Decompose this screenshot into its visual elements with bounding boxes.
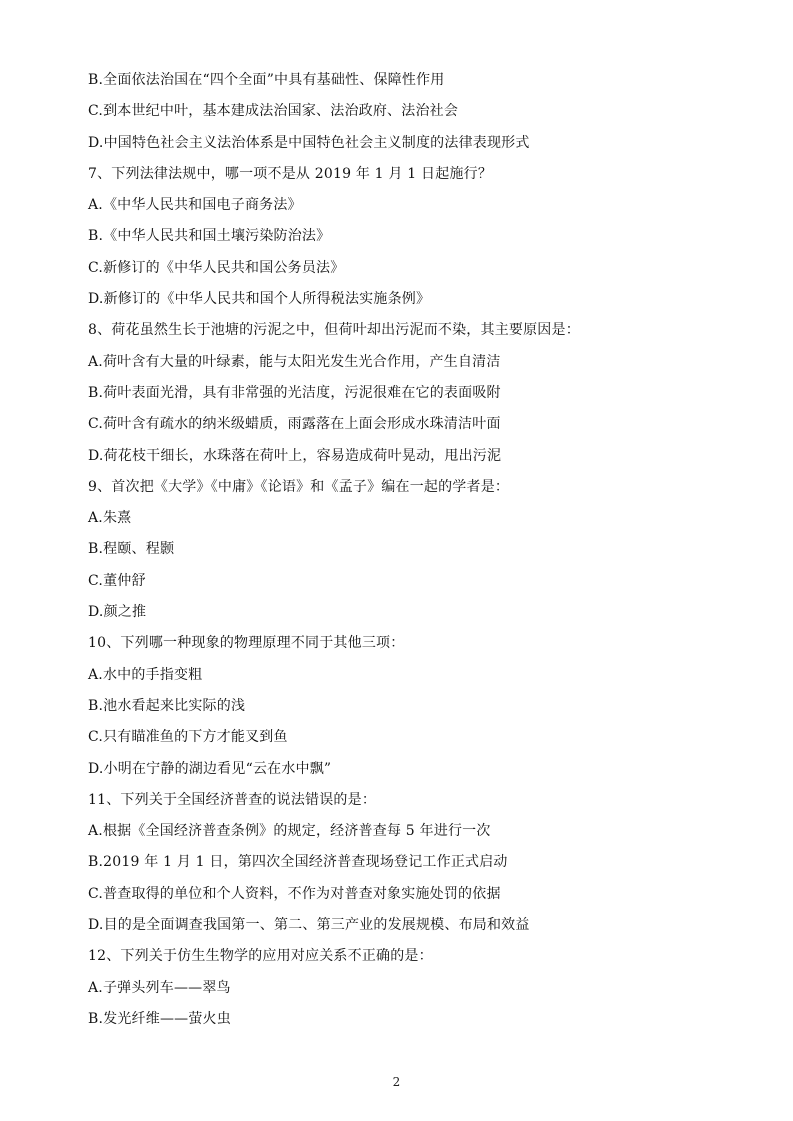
option-line: C.普查取得的单位和个人资料，不作为对普查对象实施处罚的依据: [88, 885, 501, 902]
text-line: B.全面依法治国在“四个全面”中具有基础性、保障性作用: [88, 72, 445, 88]
option-line: D.新修订的《中华人民共和国个人所得税法实施条例》: [88, 291, 431, 308]
option-line: B.池水看起来比实际的浅: [88, 697, 246, 714]
question-8: 8、荷花虽然生长于池塘的污泥之中，但荷叶却出污泥而不染，其主要原因是：: [88, 322, 580, 339]
option-line: A.水中的手指变粗: [88, 666, 203, 683]
option-line: D.荷花枝干细长，水珠落在荷叶上，容易造成荷叶晃动，甩出污泥: [88, 447, 502, 464]
question-9: 9、首次把《大学》《中庸》《论语》和《孟子》编在一起的学者是：: [88, 478, 510, 495]
option-line: C.只有瞄准鱼的下方才能叉到鱼: [88, 729, 288, 746]
option-line: C.新修订的《中华人民共和国公务员法》: [88, 259, 345, 276]
option-line: C.荷叶含有疏水的纳米级蜡质，雨露落在上面会形成水珠清洁叶面: [88, 416, 501, 433]
option-line: B.《中华人民共和国土壤污染防治法》: [88, 228, 331, 245]
option-line: A.根据《全国经济普查条例》的规定，经济普查每 5 年进行一次: [88, 823, 491, 840]
page-number: 2: [392, 1075, 401, 1089]
option-line: B.程颐、程颢: [88, 541, 175, 558]
page-body: [88, 68, 728, 1038]
option-line: D.目的是全面调查我国第一、第二、第三产业的发展规模、布局和效益: [88, 917, 530, 934]
option-line: A.子弹头列车——翠鸟: [88, 979, 231, 996]
question-11: 11、下列关于全国经济普查的说法错误的是：: [88, 791, 377, 808]
question-7: 7、下列法律法规中，哪一项不是从 2019 年 1 月 1 日起施行？: [88, 165, 493, 182]
text-line: D.中国特色社会主义法治体系是中国特色社会主义制度的法律表现形式: [88, 134, 530, 151]
option-line: A.荷叶含有大量的叶绿素，能与太阳光发生光合作用，产生自清洁: [88, 353, 501, 370]
option-line: B.荷叶表面光滑，具有非常强的光洁度，污泥很难在它的表面吸附: [88, 384, 501, 401]
option-line: A.《中华人民共和国电子商务法》: [88, 197, 302, 214]
option-line: D.颜之推: [88, 604, 147, 621]
option-line: A.朱熹: [88, 510, 132, 527]
option-line: B.2019 年 1 月 1 日，第四次全国经济普查现场登记工作正式启动: [88, 854, 508, 871]
text-line: C.到本世纪中叶，基本建成法治国家、法治政府、法治社会: [88, 103, 459, 120]
question-12: 12、下列关于仿生生物学的应用对应关系不正确的是：: [88, 948, 433, 965]
option-line: C.董仲舒: [88, 572, 146, 589]
question-10: 10、下列哪一种现象的物理原理不同于其他三项：: [88, 635, 405, 652]
option-line: D.小明在宁静的湖边看见“云在水中飘”: [88, 760, 332, 777]
option-line: B.发光纤维——萤火虫: [88, 1010, 231, 1027]
